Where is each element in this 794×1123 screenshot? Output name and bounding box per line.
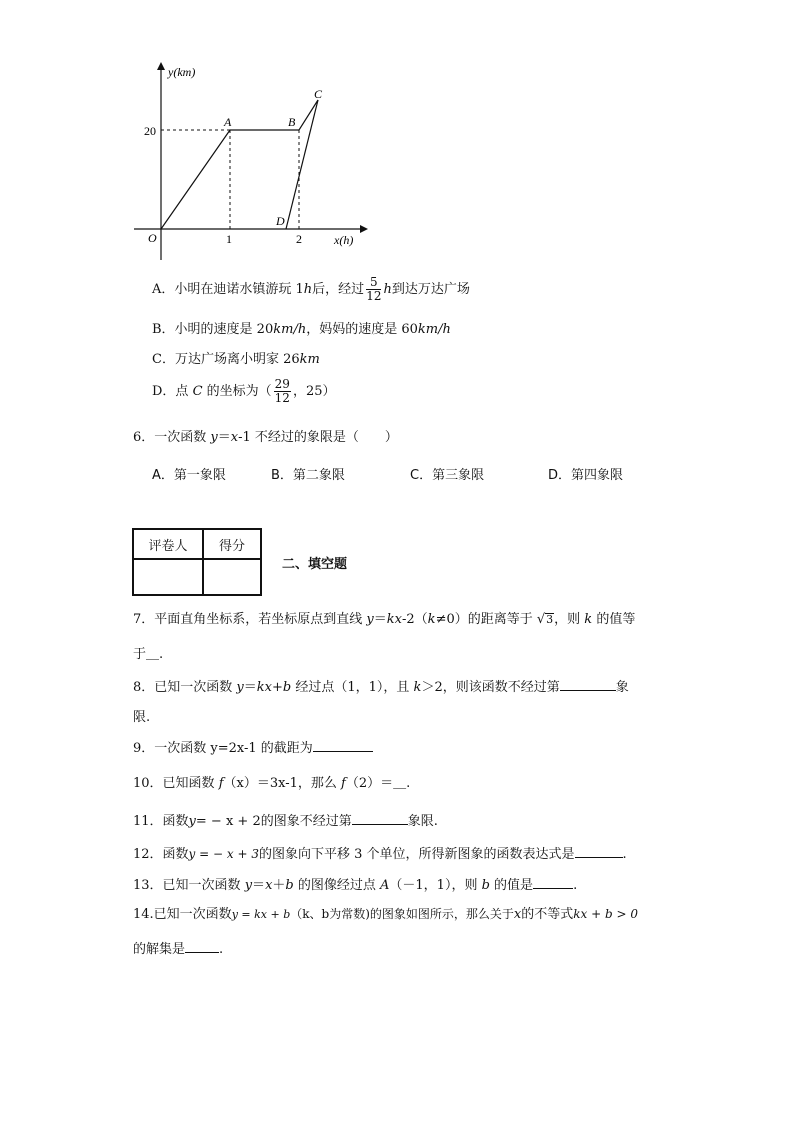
q14-fn: y = kx + b	[231, 908, 291, 921]
q13-b: b	[285, 878, 294, 893]
score-table-header-grader: 评卷人	[133, 529, 203, 559]
q13-pre: 13．已知一次函数	[133, 878, 245, 893]
y-axis-arrow-icon	[157, 62, 165, 70]
q11-answer-blank[interactable]	[352, 812, 408, 825]
q14-answer-blank[interactable]	[185, 940, 219, 953]
q8-answer-blank[interactable]	[560, 678, 616, 691]
q6-stem-fn: y	[210, 430, 218, 445]
point-a-label: A	[224, 115, 232, 129]
q14-line-1	[133, 903, 638, 922]
q11	[133, 810, 438, 829]
point-c-label: C	[314, 87, 323, 101]
q8-mid: 经过点（1，1），且	[291, 680, 414, 695]
q7-neq: ≠0）的距离等于	[435, 612, 537, 627]
q6-stem-eq: ＝	[217, 430, 231, 445]
q5-optA-frac-den: 12	[366, 289, 382, 303]
section-title: 二、填空题	[282, 557, 348, 572]
q12-post: 的图象向下平移 3 个单位，所得新图象的函数表达式是	[258, 847, 575, 862]
q10-f2: f	[341, 776, 346, 791]
q10-arg1: （x）＝3x-1，那么	[223, 776, 342, 791]
q14-x: x	[513, 907, 522, 922]
q8-line-1	[133, 676, 629, 695]
q7-sqrt-radicand: 3	[546, 613, 554, 626]
q10-arg2: （2）＝＿.	[345, 776, 411, 791]
q7-line-2: 于＿.	[133, 647, 164, 662]
q5-optD-frac-den: 12	[274, 391, 290, 405]
q5-optB-mid: ，妈妈的速度是 60	[306, 322, 418, 337]
q7-k2: k	[584, 612, 593, 627]
q6-stem-post: -1 不经过的象限是（ ）	[238, 430, 398, 445]
q8-b: b	[282, 680, 292, 695]
q6-stem-pre: 6．一次函数	[133, 430, 211, 445]
q14-l2-pre: 的解集是	[133, 942, 186, 957]
q9-text: 9．一次函数 y=2x-1 的截距为	[133, 741, 313, 756]
q11-end: 象限.	[407, 814, 438, 829]
score-table-header-score: 得分	[203, 529, 261, 559]
point-b-label: B	[288, 115, 296, 129]
q14-mid: （k、b为常数)的图象如图所示，那么关于	[290, 907, 514, 921]
q12	[133, 843, 627, 862]
q5-optD-mid: 的坐标为（	[202, 384, 272, 399]
q12-pre: 12．函数	[133, 847, 189, 862]
q13-post: 的值是	[489, 878, 534, 893]
q8-pre: 8．已知一次函数	[133, 680, 237, 695]
q8-k: k	[413, 680, 422, 695]
q13	[133, 874, 577, 893]
q5-option-c	[152, 348, 320, 367]
y-axis-label: y(km)	[168, 65, 196, 79]
q8-line-2: 限.	[133, 710, 151, 725]
q13-pt: （－1，1），则	[389, 878, 482, 893]
q10-pre: 10．已知函数	[133, 776, 219, 791]
q7-mid: -2（	[402, 612, 428, 627]
q11-fn: y	[188, 814, 196, 829]
q5-optD-var: C	[192, 384, 203, 399]
x-tick-2: 2	[296, 232, 302, 246]
score-table-grader-cell[interactable]	[133, 559, 203, 595]
q12-fn: y = − x + 3	[188, 847, 259, 861]
q6-option-c[interactable]: C．第三象限	[410, 468, 485, 483]
q11-pre: 11．函数	[133, 814, 189, 829]
q11-eq: = − x + 2	[195, 814, 261, 829]
q5-optC-unit: km	[299, 352, 320, 367]
q7-fn: y	[366, 612, 374, 627]
score-table	[132, 528, 262, 596]
q7-sqrt: √3	[536, 612, 554, 627]
origin-label: O	[148, 231, 157, 245]
q5-optA-mid: 后，经过	[312, 282, 365, 297]
q7-line-1	[133, 608, 635, 627]
distance-time-graph	[128, 60, 368, 260]
q8-eq: ＝	[243, 680, 257, 695]
q5-optD-fraction	[274, 378, 291, 405]
q5-option-d	[152, 378, 335, 405]
q6-option-a[interactable]: A．第一象限	[152, 468, 226, 483]
q9-answer-blank[interactable]	[313, 739, 373, 752]
q10-f: f	[218, 776, 224, 791]
q14-l2-end: .	[219, 942, 224, 957]
q6-stem-x: x	[230, 430, 239, 445]
q5-option-a	[152, 276, 470, 303]
q13-end: .	[573, 878, 578, 893]
q5-optD-pre: D．点	[152, 384, 193, 399]
q14-ineq: kx + b > 0	[573, 907, 638, 921]
x-axis-label: x(h)	[334, 233, 354, 247]
q6-stem	[133, 426, 398, 445]
q6-option-b[interactable]: B．第二象限	[271, 468, 345, 483]
q7-end: 的值等	[592, 612, 636, 627]
q11-post: 的图象不经过第	[260, 814, 352, 829]
q5-option-b	[152, 318, 451, 337]
x-axis-arrow-icon	[360, 225, 368, 233]
q14-post: 的不等式	[521, 907, 574, 922]
q5-optA-h2: h	[383, 282, 392, 297]
q7-k: k	[427, 612, 436, 627]
q7-eq: ＝	[373, 612, 387, 627]
q13-eq: ＝	[252, 878, 266, 893]
q8-kx: kx	[256, 680, 272, 695]
q7-pre: 7．平面直角坐标系，若坐标原点到直线	[133, 612, 367, 627]
q5-optB-unit1: km/h	[273, 322, 307, 337]
y-tick-20: 20	[144, 124, 156, 138]
q13-fn: y	[244, 878, 253, 893]
q6-option-d[interactable]: D．第四象限	[548, 468, 624, 483]
q5-optA-h: h	[303, 282, 313, 297]
q5-optA-pre: A．小明在迪诺水镇游玩 1	[152, 282, 304, 297]
q12-answer-blank[interactable]	[575, 845, 623, 858]
q13-b2: b	[481, 878, 490, 893]
q14-pre: 14.已知一次函数	[133, 907, 232, 922]
q5-optA-post: 到达万达广场	[391, 282, 470, 297]
q13-answer-blank[interactable]	[533, 876, 573, 889]
q7-kx: kx	[386, 612, 402, 627]
q5-optA-frac-num: 5	[366, 276, 381, 290]
q8-plus: +	[272, 680, 283, 695]
q5-optA-fraction	[366, 276, 381, 303]
q9	[133, 737, 373, 756]
q5-optB-pre: B．小明的速度是 20	[152, 322, 274, 337]
score-table-score-cell[interactable]	[203, 559, 261, 595]
q13-A: A	[380, 878, 390, 893]
q13-plus: ＋	[272, 878, 286, 893]
q13-x: x	[265, 878, 273, 893]
q7-post: ，则	[554, 612, 585, 627]
q5-optD-post: ，25）	[292, 384, 336, 399]
point-d-label: D	[276, 214, 285, 228]
q8-fn: y	[236, 680, 244, 695]
q13-mid: 的图像经过点	[293, 878, 381, 893]
q8-end: 象	[615, 680, 629, 695]
q12-end: .	[622, 847, 627, 862]
q10	[133, 772, 410, 791]
q5-optB-unit2: km/h	[417, 322, 451, 337]
q8-gt: ＞2，则该函数不经过第	[421, 680, 560, 695]
x-tick-1: 1	[226, 232, 232, 246]
q5-optD-frac-num: 29	[274, 377, 290, 391]
q14-line-2	[133, 938, 223, 957]
q5-optC-pre: C．万达广场离小明家 26	[152, 352, 300, 367]
